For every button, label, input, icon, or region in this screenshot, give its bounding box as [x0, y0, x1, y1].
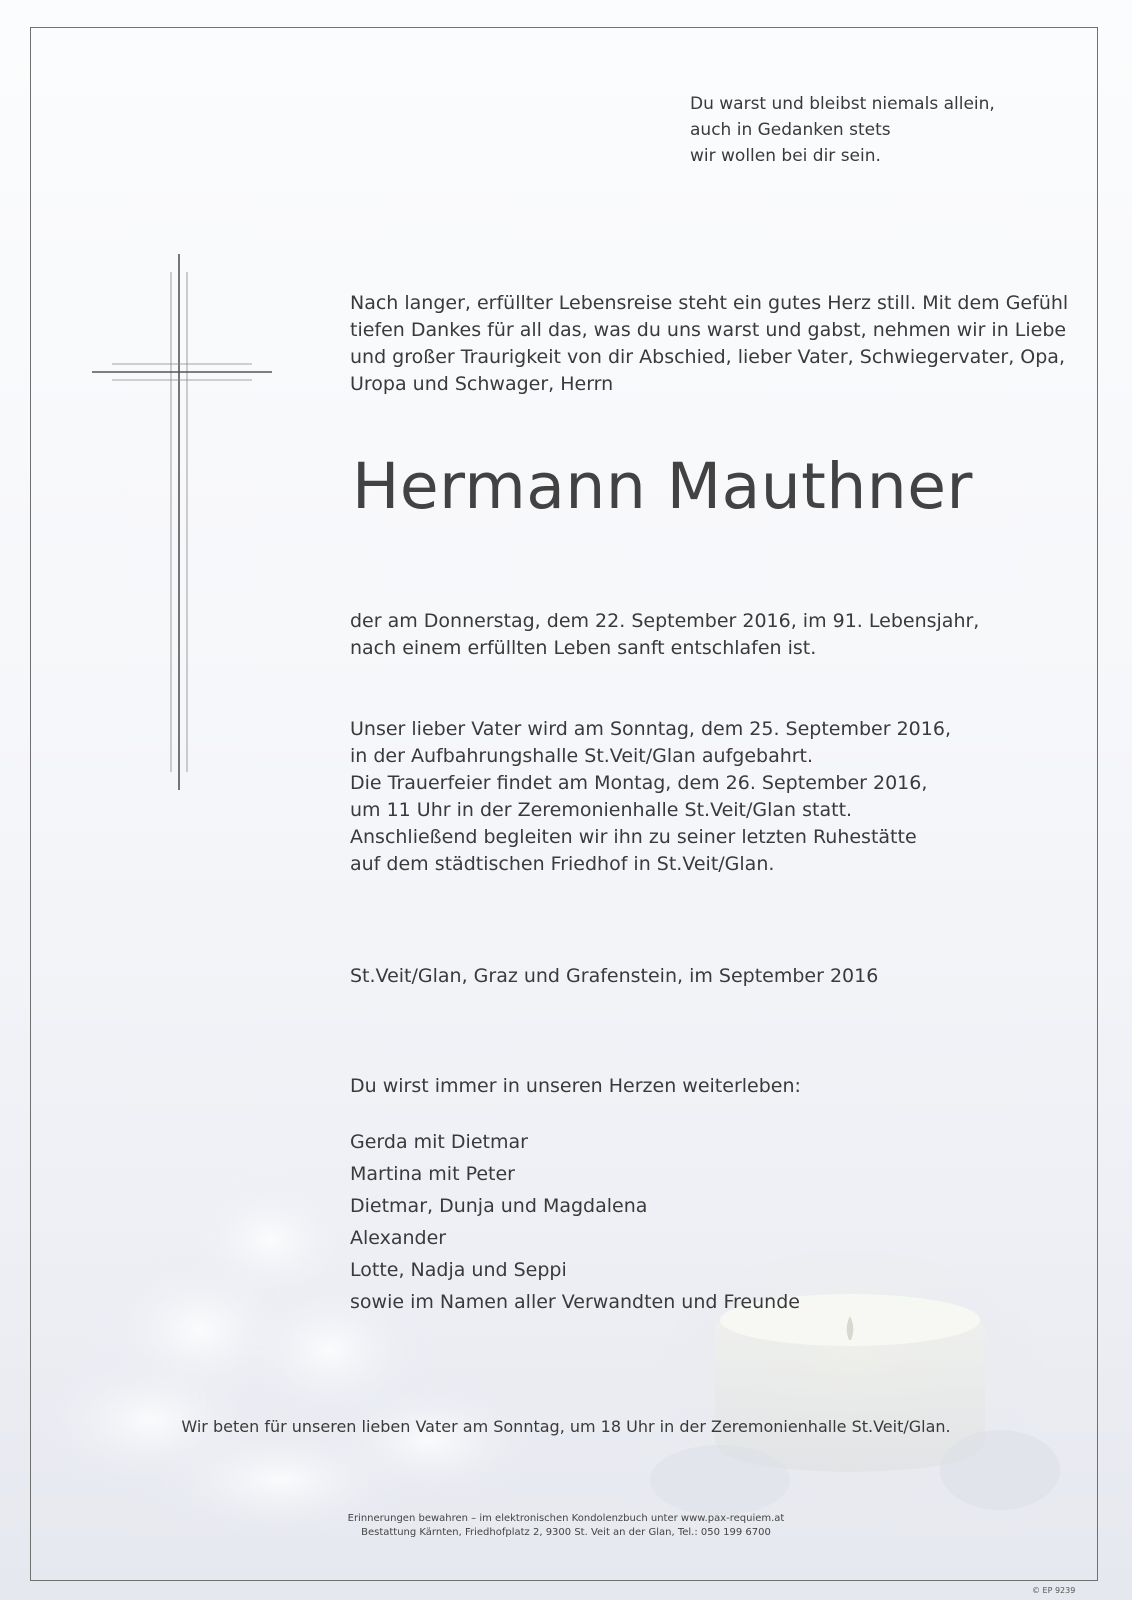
intro-paragraph: [350, 290, 1068, 398]
death-notice: [350, 608, 979, 662]
mourner-item: Martina mit Peter: [350, 1163, 515, 1185]
funeral-line: auf dem städtischen Friedhof in St.Veit/Glan.: [350, 853, 775, 875]
mourners-heading: [350, 1073, 801, 1100]
motto-line: auch in Gedanken stets: [690, 120, 891, 140]
deceased-name: Hermann Mauthner: [352, 450, 973, 523]
death-line: der am Donnerstag, dem 22. September 2016, im 91. Lebensjahr,: [350, 610, 980, 632]
mourner-item: sowie im Namen aller Verwandten und Freunde: [350, 1291, 800, 1313]
intro-line: Nach langer, erfüllter Lebensreise steht ein gutes Herz still. Mit dem Gefühl: [350, 292, 1069, 314]
funeral-line: Die Trauerfeier findet am Montag, dem 26. September 2016,: [350, 772, 928, 794]
motto-line: Du warst und bleibst niemals allein,: [690, 94, 995, 114]
mourner-item: Dietmar, Dunja und Magdalena: [350, 1195, 648, 1217]
intro-line: Uropa und Schwager, Herrn: [350, 373, 614, 395]
place-and-date: [350, 963, 878, 990]
motto-line: wir wollen bei dir sein.: [690, 146, 881, 166]
motto-verse: [690, 91, 995, 169]
mourners-list: [350, 1126, 800, 1318]
mourner-item: Alexander: [350, 1227, 447, 1249]
intro-line: und großer Traurigkeit von dir Abschied, lieber Vater, Schwiegervater, Opa,: [350, 346, 1065, 368]
funeral-line: in der Aufbahrungshalle St.Veit/Glan aufgebahrt.: [350, 745, 814, 767]
footer-undertaker-line: Bestattung Kärnten, Friedhofplatz 2, 9300 St. Veit an der Glan, Tel.: 050 199 6700: [361, 1527, 771, 1538]
mourner-item: Lotte, Nadja und Seppi: [350, 1259, 567, 1281]
funeral-details: [350, 716, 951, 878]
funeral-line: um 11 Uhr in der Zeremonienhalle St.Veit/Glan statt.: [350, 799, 853, 821]
intro-line: tiefen Dankes für all das, was du uns warst und gabst, nehmen wir in Liebe: [350, 319, 1067, 341]
mourner-item: Gerda mit Dietmar: [350, 1131, 528, 1153]
death-line: nach einem erfüllten Leben sanft entschlafen ist.: [350, 637, 817, 659]
footer: [0, 1512, 1132, 1540]
footer-condolence-line: Erinnerungen bewahren – im elektronischen Kondolenzbuch unter www.pax-requiem.at: [347, 1513, 785, 1524]
mourners-intro-text: Du wirst immer in unseren Herzen weiterleben:: [350, 1075, 801, 1097]
prayer-notice: Wir beten für unseren lieben Vater am Sonntag, um 18 Uhr in der Zeremonienhalle St.Veit/Glan.: [181, 1417, 951, 1436]
funeral-line: Unser lieber Vater wird am Sonntag, dem 25. September 2016,: [350, 718, 951, 740]
funeral-line: Anschließend begleiten wir ihn zu seiner letzten Ruhestätte: [350, 826, 917, 848]
place-date-text: St.Veit/Glan, Graz und Grafenstein, im September 2016: [350, 965, 879, 987]
ep-code: © EP 9239: [1032, 1586, 1076, 1595]
